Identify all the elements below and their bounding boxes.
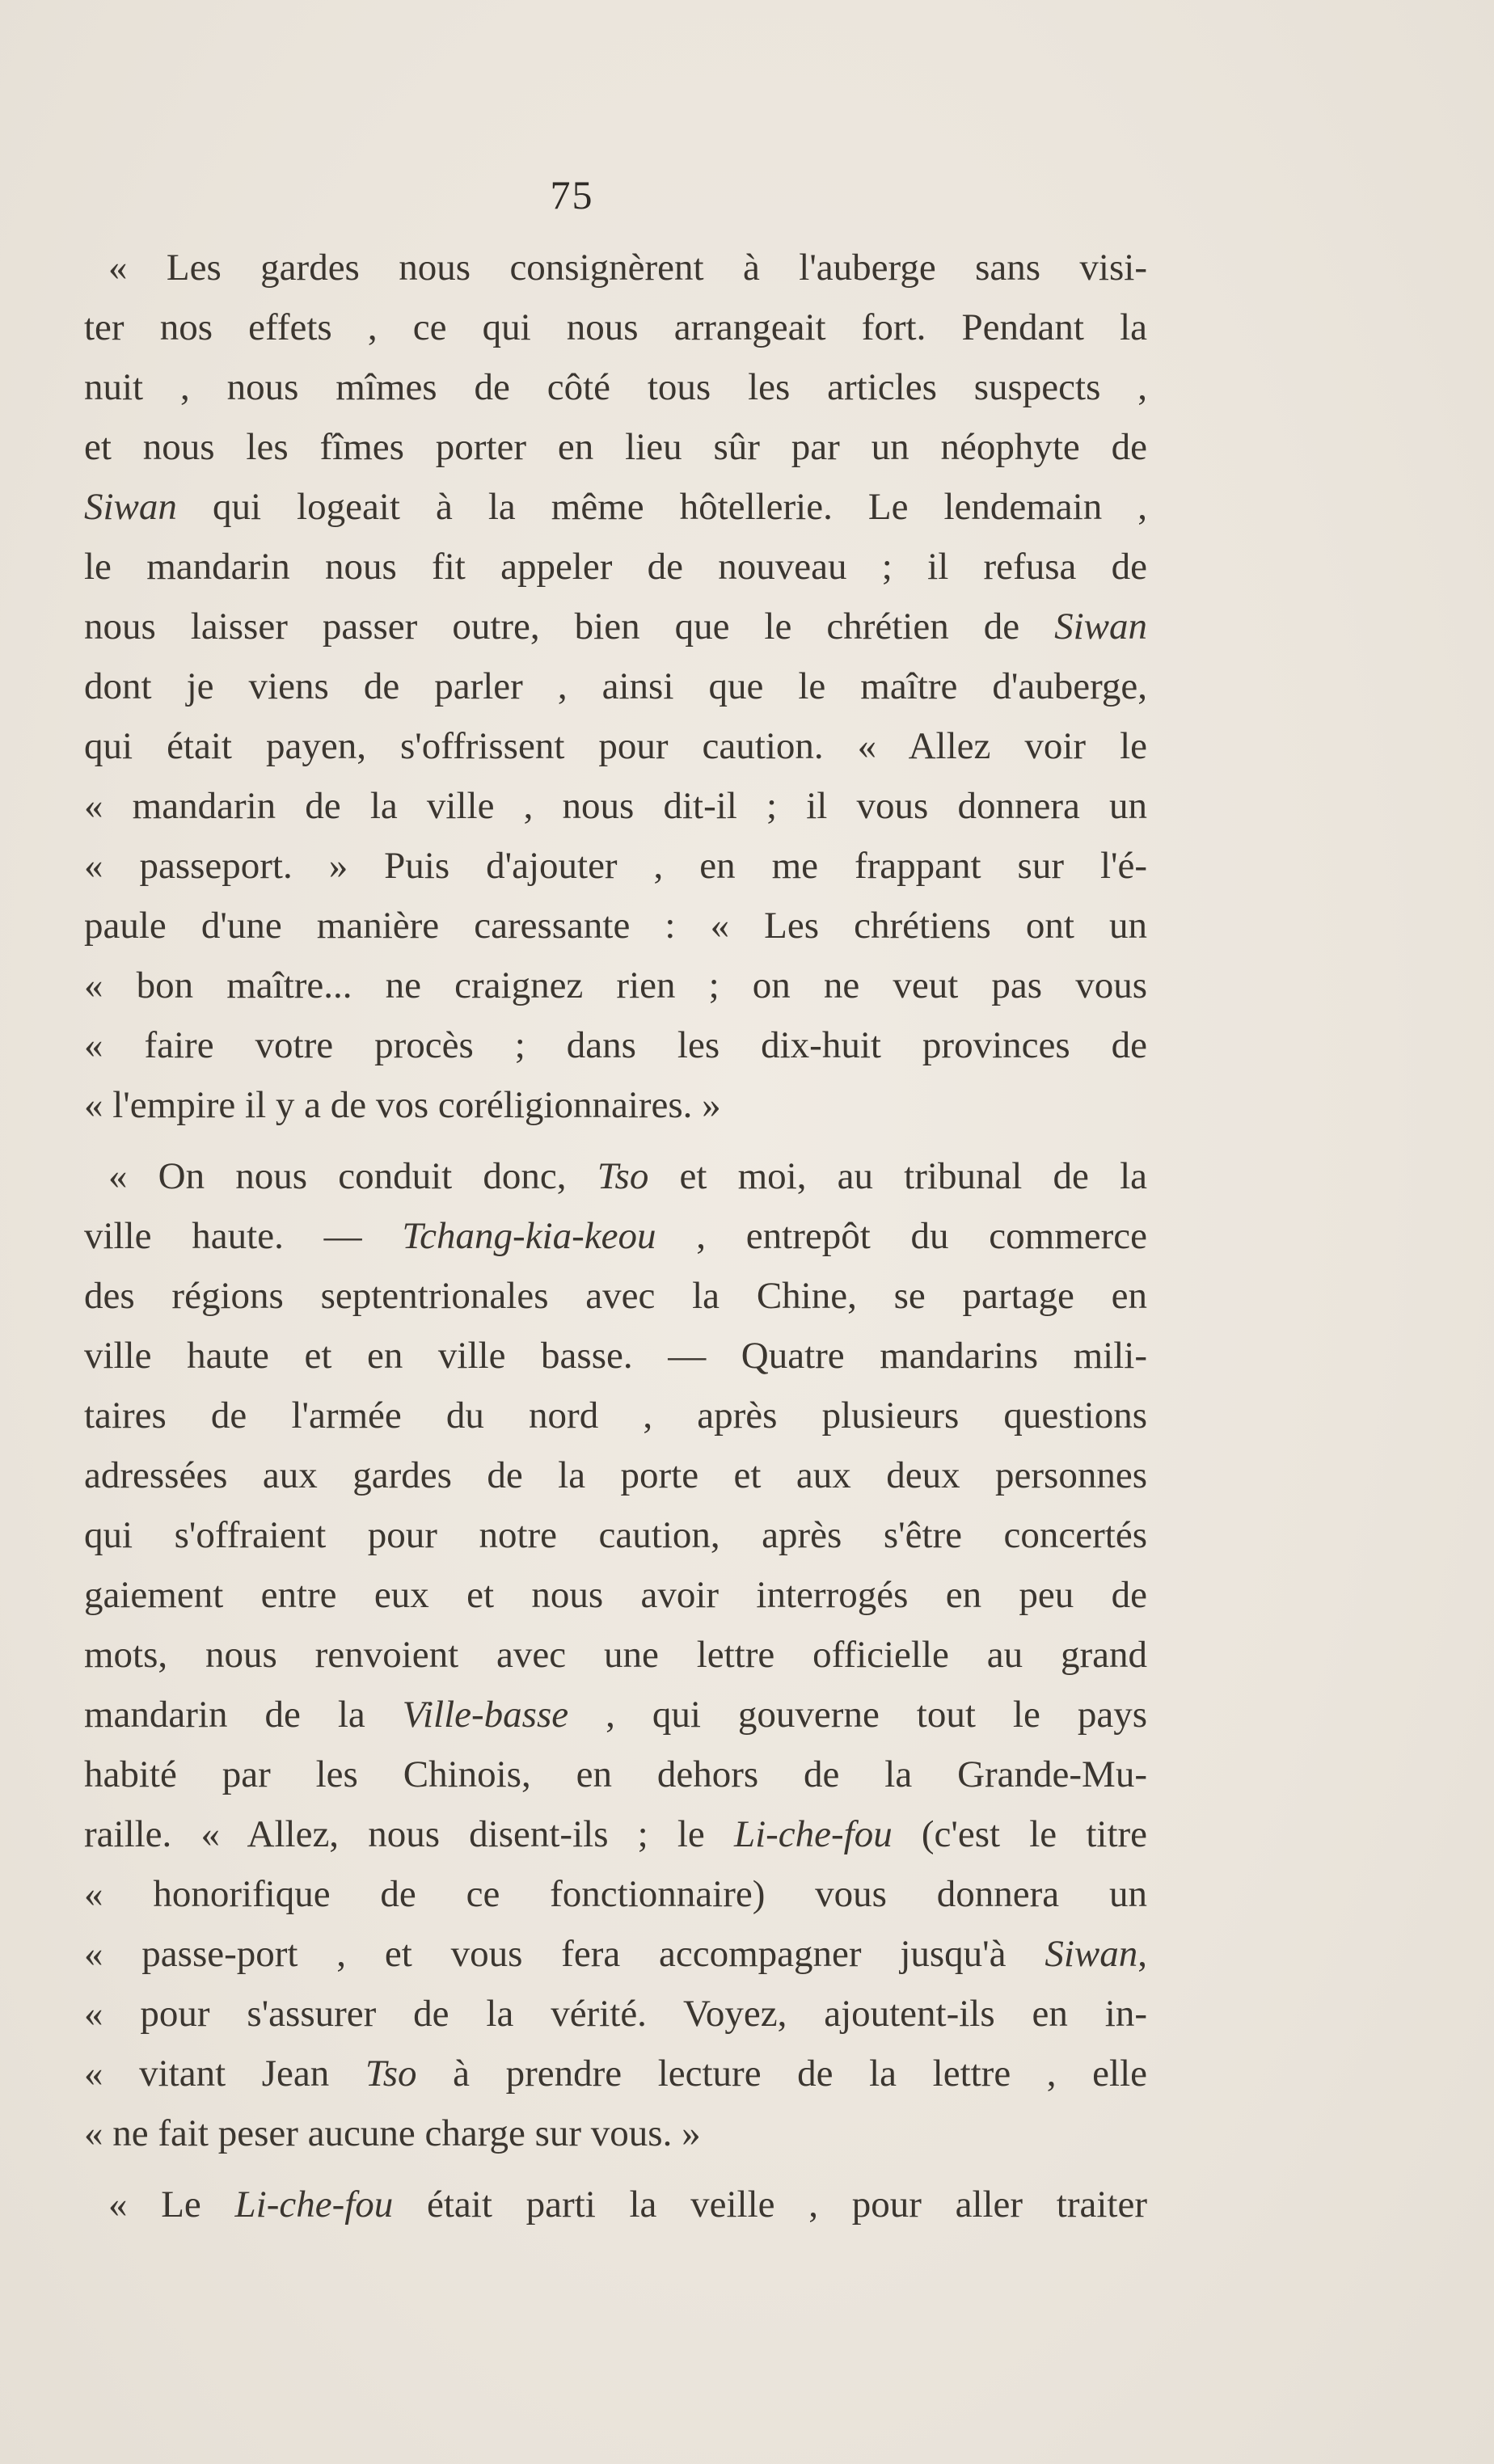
italic-term: Li-che-fou <box>234 2183 394 2226</box>
text-run: ville haute. — <box>84 1215 403 1257</box>
text-run: « bon maître... ne craignez rien ; on ne veut pas vous <box>84 964 1147 1006</box>
text-run: « passe-port , et vous fera accompagner jusqu'à <box>84 1933 1045 1975</box>
paragraph-gap <box>84 1135 1147 1146</box>
text-line <box>84 776 1147 836</box>
text-run: des régions septentrionales avec la Chine, se partage en <box>84 1275 1147 1317</box>
text-run: « On nous conduit donc, <box>108 1155 597 1197</box>
text-line <box>84 537 1147 597</box>
page-number: 75 <box>550 172 594 217</box>
italic-term: Siwan <box>1045 1933 1138 1975</box>
text-run: et moi, au tribunal de la <box>648 1155 1147 1197</box>
text-line <box>84 1565 1147 1625</box>
text-run: « Le <box>108 2183 235 2226</box>
text-run: « l'empire il y a de vos coréligionnaires. » <box>84 1084 721 1126</box>
text-line <box>84 716 1147 776</box>
text-run: le mandarin nous fit appeler de nouveau ; il refusa de <box>84 546 1147 588</box>
text-run: « mandarin de la ville , nous dit-il ; il vous donnera un <box>84 785 1147 827</box>
text-line <box>84 477 1147 537</box>
text-run: « honorifique de ce fonctionnaire) vous donnera un <box>84 1873 1147 1915</box>
italic-term: Ville-basse <box>402 1694 569 1736</box>
text-run: « passeport. » Puis d'ajouter , en me frappant sur l'é- <box>84 845 1147 887</box>
text-run: , <box>1137 1933 1147 1975</box>
text-line <box>84 1386 1147 1445</box>
text-line <box>84 297 1147 357</box>
text-line <box>84 417 1147 477</box>
text-line <box>84 2175 1147 2234</box>
text-run: qui était payen, s'offrissent pour caution. « Allez voir le <box>84 725 1147 767</box>
italic-term: Tso <box>597 1155 649 1197</box>
text-run: dont je viens de parler , ainsi que le maître d'auberge, <box>84 665 1147 707</box>
text-line <box>84 597 1147 656</box>
text-line <box>84 1206 1147 1266</box>
text-line <box>84 1625 1147 1685</box>
text-run: « Les gardes nous consignèrent à l'auberge sans visi- <box>108 247 1147 289</box>
text-line <box>84 956 1147 1015</box>
text-line <box>84 2103 1147 2163</box>
text-run: mandarin de la <box>84 1694 403 1736</box>
italic-term: Siwan <box>1054 605 1147 648</box>
text-run: adressées aux gardes de la porte et aux deux personnes <box>84 1454 1147 1496</box>
text-line <box>84 1015 1147 1075</box>
text-line <box>84 1075 1147 1135</box>
italic-term: Siwan <box>84 486 177 528</box>
text-line <box>84 1745 1147 1804</box>
text-run: , entrepôt du commerce <box>656 1215 1147 1257</box>
text-run: raille. « Allez, nous disent-ils ; le <box>84 1813 734 1855</box>
text-line <box>84 1505 1147 1565</box>
italic-term: Tchang-kia-keou <box>402 1215 656 1257</box>
text-run: nuit , nous mîmes de côté tous les articles suspects , <box>84 366 1147 408</box>
text-line <box>84 1146 1147 1206</box>
text-line <box>84 1984 1147 2044</box>
text-line <box>84 656 1147 716</box>
text-line <box>84 1266 1147 1326</box>
text-line <box>84 1685 1147 1745</box>
text-line <box>84 1445 1147 1505</box>
text-run: « faire votre procès ; dans les dix-huit provinces de <box>84 1024 1147 1066</box>
text-run: habité par les Chinois, en dehors de la Grande-Mu- <box>84 1753 1147 1795</box>
text-run: « pour s'assurer de la vérité. Voyez, ajoutent-ils en in- <box>84 1993 1147 2035</box>
text-run: ville haute et en ville basse. — Quatre mandarins mili- <box>84 1335 1147 1377</box>
text-line <box>84 238 1147 297</box>
text-run: (c'est le titre <box>892 1813 1147 1855</box>
text-run: qui logeait à la même hôtellerie. Le lendemain , <box>176 486 1147 528</box>
text-line <box>84 1804 1147 1864</box>
text-line <box>84 1326 1147 1386</box>
text-run: ter nos effets , ce qui nous arrangeait fort. Pendant la <box>84 306 1147 348</box>
paragraph-gap <box>84 2163 1147 2175</box>
text-line <box>84 2044 1147 2103</box>
text-run: nous laisser passer outre, bien que le chrétien de <box>84 605 1055 648</box>
text-run: , qui gouverne tout le pays <box>568 1694 1147 1736</box>
italic-term: Tso <box>365 2053 417 2095</box>
text-line <box>84 896 1147 956</box>
text-run: et nous les fîmes porter en lieu sûr par un néophyte de <box>84 426 1147 468</box>
text-run: qui s'offraient pour notre caution, après s'être concertés <box>84 1514 1147 1556</box>
body-text <box>84 238 1147 2234</box>
text-run: était parti la veille , pour aller traiter <box>393 2183 1147 2226</box>
text-run: mots, nous renvoient avec une lettre officielle au grand <box>84 1634 1147 1676</box>
italic-term: Li-che-fou <box>733 1813 893 1855</box>
text-run: gaiement entre eux et nous avoir interrogés en peu de <box>84 1574 1147 1616</box>
text-line <box>84 1924 1147 1984</box>
text-line <box>84 1864 1147 1924</box>
text-run: à prendre lecture de la lettre , elle <box>416 2053 1147 2095</box>
text-run: paule d'une manière caressante : « Les chrétiens ont un <box>84 905 1147 947</box>
text-run: « ne fait peser aucune charge sur vous. » <box>84 2112 701 2154</box>
text-run: taires de l'armée du nord , après plusieurs questions <box>84 1394 1147 1437</box>
text-line <box>84 836 1147 896</box>
text-line <box>84 357 1147 417</box>
text-run: « vitant Jean <box>84 2053 365 2095</box>
